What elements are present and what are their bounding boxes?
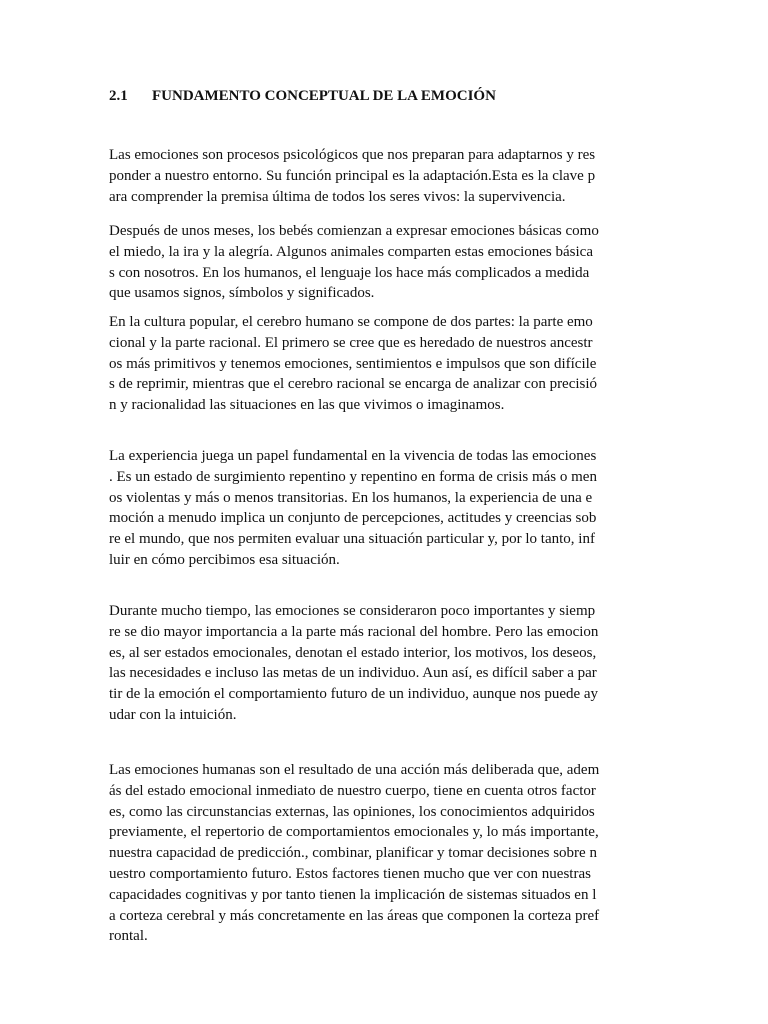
section-heading: [109, 86, 496, 106]
text-line: ás del estado emocional inmediato de nuestro cuerpo, tiene en cuenta otros factor: [109, 782, 596, 799]
text-line: Las emociones son procesos psicológicos que nos preparan para adaptarnos y res: [109, 147, 596, 163]
text-line: s con nosotros. En los humanos, el lenguaje los hace más complicados a medida: [109, 264, 590, 281]
text-line: re se dio mayor importancia a la parte más racional del hombre. Pero las emocion: [109, 623, 599, 640]
text-line: En la cultura popular, el cerebro humano se compone de dos partes: la parte emo: [109, 314, 593, 330]
text-line: s de reprimir, mientras que el cerebro racional se encarga de analizar con precisió: [109, 376, 598, 393]
text-line: . Es un estado de surgimiento repentino y repentino en forma de crisis más o men: [109, 468, 597, 485]
text-line: Después de unos meses, los bebés comienzan a expresar emociones básicas como: [109, 223, 599, 239]
text-line: La experiencia juega un papel fundamental en la vivencia de todas las emociones: [109, 448, 597, 464]
text-line: que usamos signos, símbolos y significados.: [109, 285, 375, 302]
text-line: re el mundo, que nos permiten evaluar una situación particular y, por lo tanto, inf: [109, 531, 595, 548]
text-line: a corteza cerebral y más concretamente en las áreas que componen la corteza pref: [109, 907, 600, 924]
paragraph-5: [109, 601, 669, 726]
text-line: os violentas y más o menos transitorias. En los humanos, la experiencia de una e: [109, 489, 593, 506]
paragraph-2: [109, 221, 669, 304]
text-line: n y racionalidad las situaciones en las que vivimos o imaginamos.: [109, 397, 505, 414]
text-line: las necesidades e incluso las metas de un individuo. Aun así, es difícil saber a par: [109, 665, 597, 682]
paragraph-3: [109, 312, 669, 416]
text-line: capacidades cognitivas y por tanto tienen la implicación de sistemas situados en l: [109, 886, 597, 903]
text-line: ara comprender la premisa última de todos los seres vivos: la supervivencia.: [109, 188, 566, 205]
text-line: es, como las circunstancias externas, las opiniones, los conocimientos adquiridos: [109, 803, 595, 820]
text-line: ponder a nuestro entorno. Su función principal es la adaptación.Esta es la clave p: [109, 167, 596, 184]
text-line: rontal.: [109, 928, 148, 945]
text-line: es, al ser estados emocionales, denotan el estado interior, los motivos, los deseos,: [109, 644, 597, 661]
paragraph-1: [109, 145, 669, 207]
text-line: Las emociones humanas son el resultado de una acción más deliberada que, adem: [109, 762, 600, 778]
text-line: previamente, el repertorio de comportamientos emocionales y, lo más importante,: [109, 824, 599, 841]
text-line: os más primitivos y tenemos emociones, sentimientos e impulsos que son difícile: [109, 355, 597, 372]
section-title: FUNDAMENTO CONCEPTUAL DE LA EMOCIÓN: [152, 88, 496, 104]
paragraph-4: [109, 446, 669, 571]
text-line: Durante mucho tiempo, las emociones se consideraron poco importantes y siemp: [109, 603, 596, 619]
text-line: udar con la intuición.: [109, 706, 237, 723]
section-number: 2.1: [109, 88, 128, 104]
text-line: el miedo, la ira y la alegría. Algunos animales comparten estas emociones básica: [109, 243, 593, 260]
text-line: nuestra capacidad de predicción., combinar, planificar y tomar decisiones sobre n: [109, 845, 597, 862]
paragraph-6: [109, 760, 669, 947]
text-line: luir en cómo percibimos esa situación.: [109, 551, 340, 568]
text-line: cional y la parte racional. El primero se cree que es heredado de nuestros ancestr: [109, 334, 593, 351]
text-line: tir de la emoción el comportamiento futuro de un individuo, aunque nos puede ay: [109, 686, 599, 703]
text-line: uestro comportamiento futuro. Estos factores tienen mucho que ver con nuestras: [109, 865, 591, 882]
text-line: moción a menudo implica un conjunto de percepciones, actitudes y creencias sob: [109, 510, 597, 527]
